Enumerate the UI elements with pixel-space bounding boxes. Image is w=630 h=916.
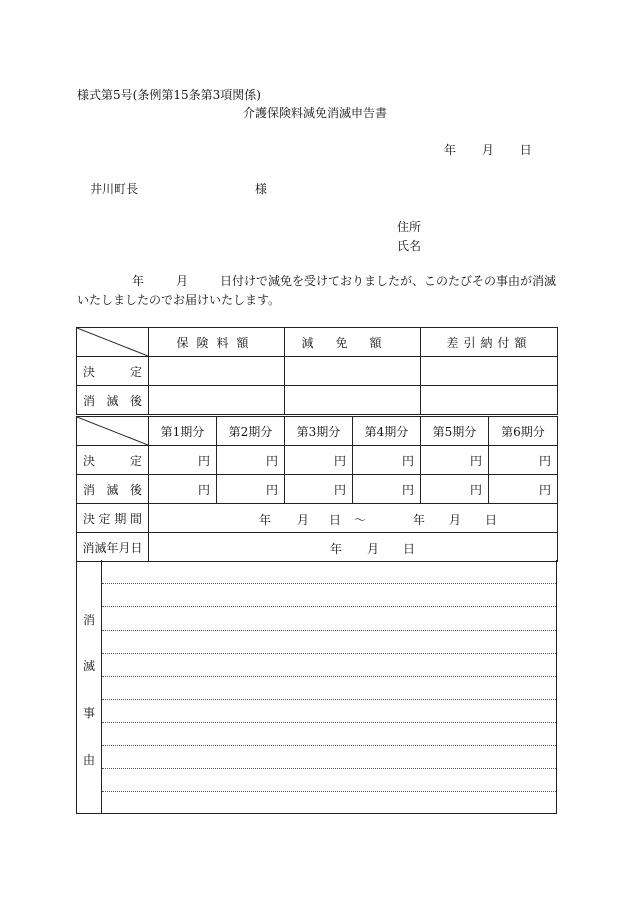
header-period-1: 第1期分 [149, 417, 217, 446]
body-paragraph [77, 272, 557, 310]
header-period-4: 第4期分 [353, 417, 421, 446]
submission-date [444, 141, 532, 158]
row-label-decision: 決 定 [77, 357, 149, 386]
decision-period-6-field[interactable]: 円 [489, 446, 558, 475]
date-year: 年 [444, 143, 457, 157]
after-period-1-field[interactable]: 円 [149, 475, 217, 504]
installment-table [76, 416, 558, 562]
diagonal-header-cell [77, 328, 149, 357]
decision-reduction-field[interactable] [285, 357, 421, 386]
header-period-5: 第5期分 [421, 417, 489, 446]
header-net-payment: 差引納付額 [421, 328, 558, 357]
after-period-3-field[interactable]: 円 [285, 475, 353, 504]
diagonal-header-cell-2 [77, 417, 149, 446]
after-period-6-field[interactable]: 円 [489, 475, 558, 504]
after-net-field[interactable] [421, 386, 558, 415]
decision-premium-field[interactable] [149, 357, 285, 386]
decision-period-5-field[interactable]: 円 [421, 446, 489, 475]
row-label-decision-period: 決 定 期 間 [77, 504, 149, 533]
addressee: 井川町長 [90, 182, 139, 196]
after-reduction-field[interactable] [285, 386, 421, 415]
body-day-text: 日付けで減免を受けておりましたが、このたびその事由が消滅いたしましたのでお届けいたします。 [77, 274, 557, 307]
document-title: 介護保険料減免消滅申告書 [242, 106, 387, 120]
decision-net-field[interactable] [421, 357, 558, 386]
row-label-extinction-date: 消滅年月日 [77, 533, 149, 562]
after-period-4-field[interactable]: 円 [353, 475, 421, 504]
date-day: 日 [519, 143, 532, 157]
after-period-2-field[interactable]: 円 [217, 475, 285, 504]
decision-period-3-field[interactable]: 円 [285, 446, 353, 475]
decision-period-2-field[interactable]: 円 [217, 446, 285, 475]
name-label: 氏名 [397, 239, 422, 253]
row-label-after-extinction: 消 滅 後 [77, 386, 149, 415]
body-year: 年 [132, 274, 145, 288]
body-month: 月 [176, 274, 189, 288]
form-number-label: 様式第5号(条例第15条第3項関係) [77, 88, 261, 102]
header-reduction: 減免額 [285, 328, 421, 357]
honorific: 様 [255, 182, 268, 196]
extinction-date-field[interactable]: 年 月 日 [149, 533, 558, 562]
header-period-6: 第6期分 [489, 417, 558, 446]
decision-period-4-field[interactable]: 円 [353, 446, 421, 475]
decision-period-field[interactable]: 年 月 日 〜 年 月 日 [149, 504, 558, 533]
row-label-decision-2: 決 定 [77, 446, 149, 475]
decision-period-1-field[interactable]: 円 [149, 446, 217, 475]
reason-label-column: 消 滅 事 由 [77, 560, 102, 813]
header-period-2: 第2期分 [217, 417, 285, 446]
premium-table [76, 327, 558, 415]
after-period-5-field[interactable]: 円 [421, 475, 489, 504]
header-period-3: 第3期分 [285, 417, 353, 446]
after-premium-field[interactable] [149, 386, 285, 415]
address-label: 住所 [397, 220, 422, 234]
row-label-after-extinction-2: 消 滅 後 [77, 475, 149, 504]
header-premium: 保険料額 [149, 328, 285, 357]
reason-text-area[interactable] [102, 560, 556, 813]
extinction-reason-box [76, 560, 557, 814]
date-month: 月 [481, 143, 494, 157]
